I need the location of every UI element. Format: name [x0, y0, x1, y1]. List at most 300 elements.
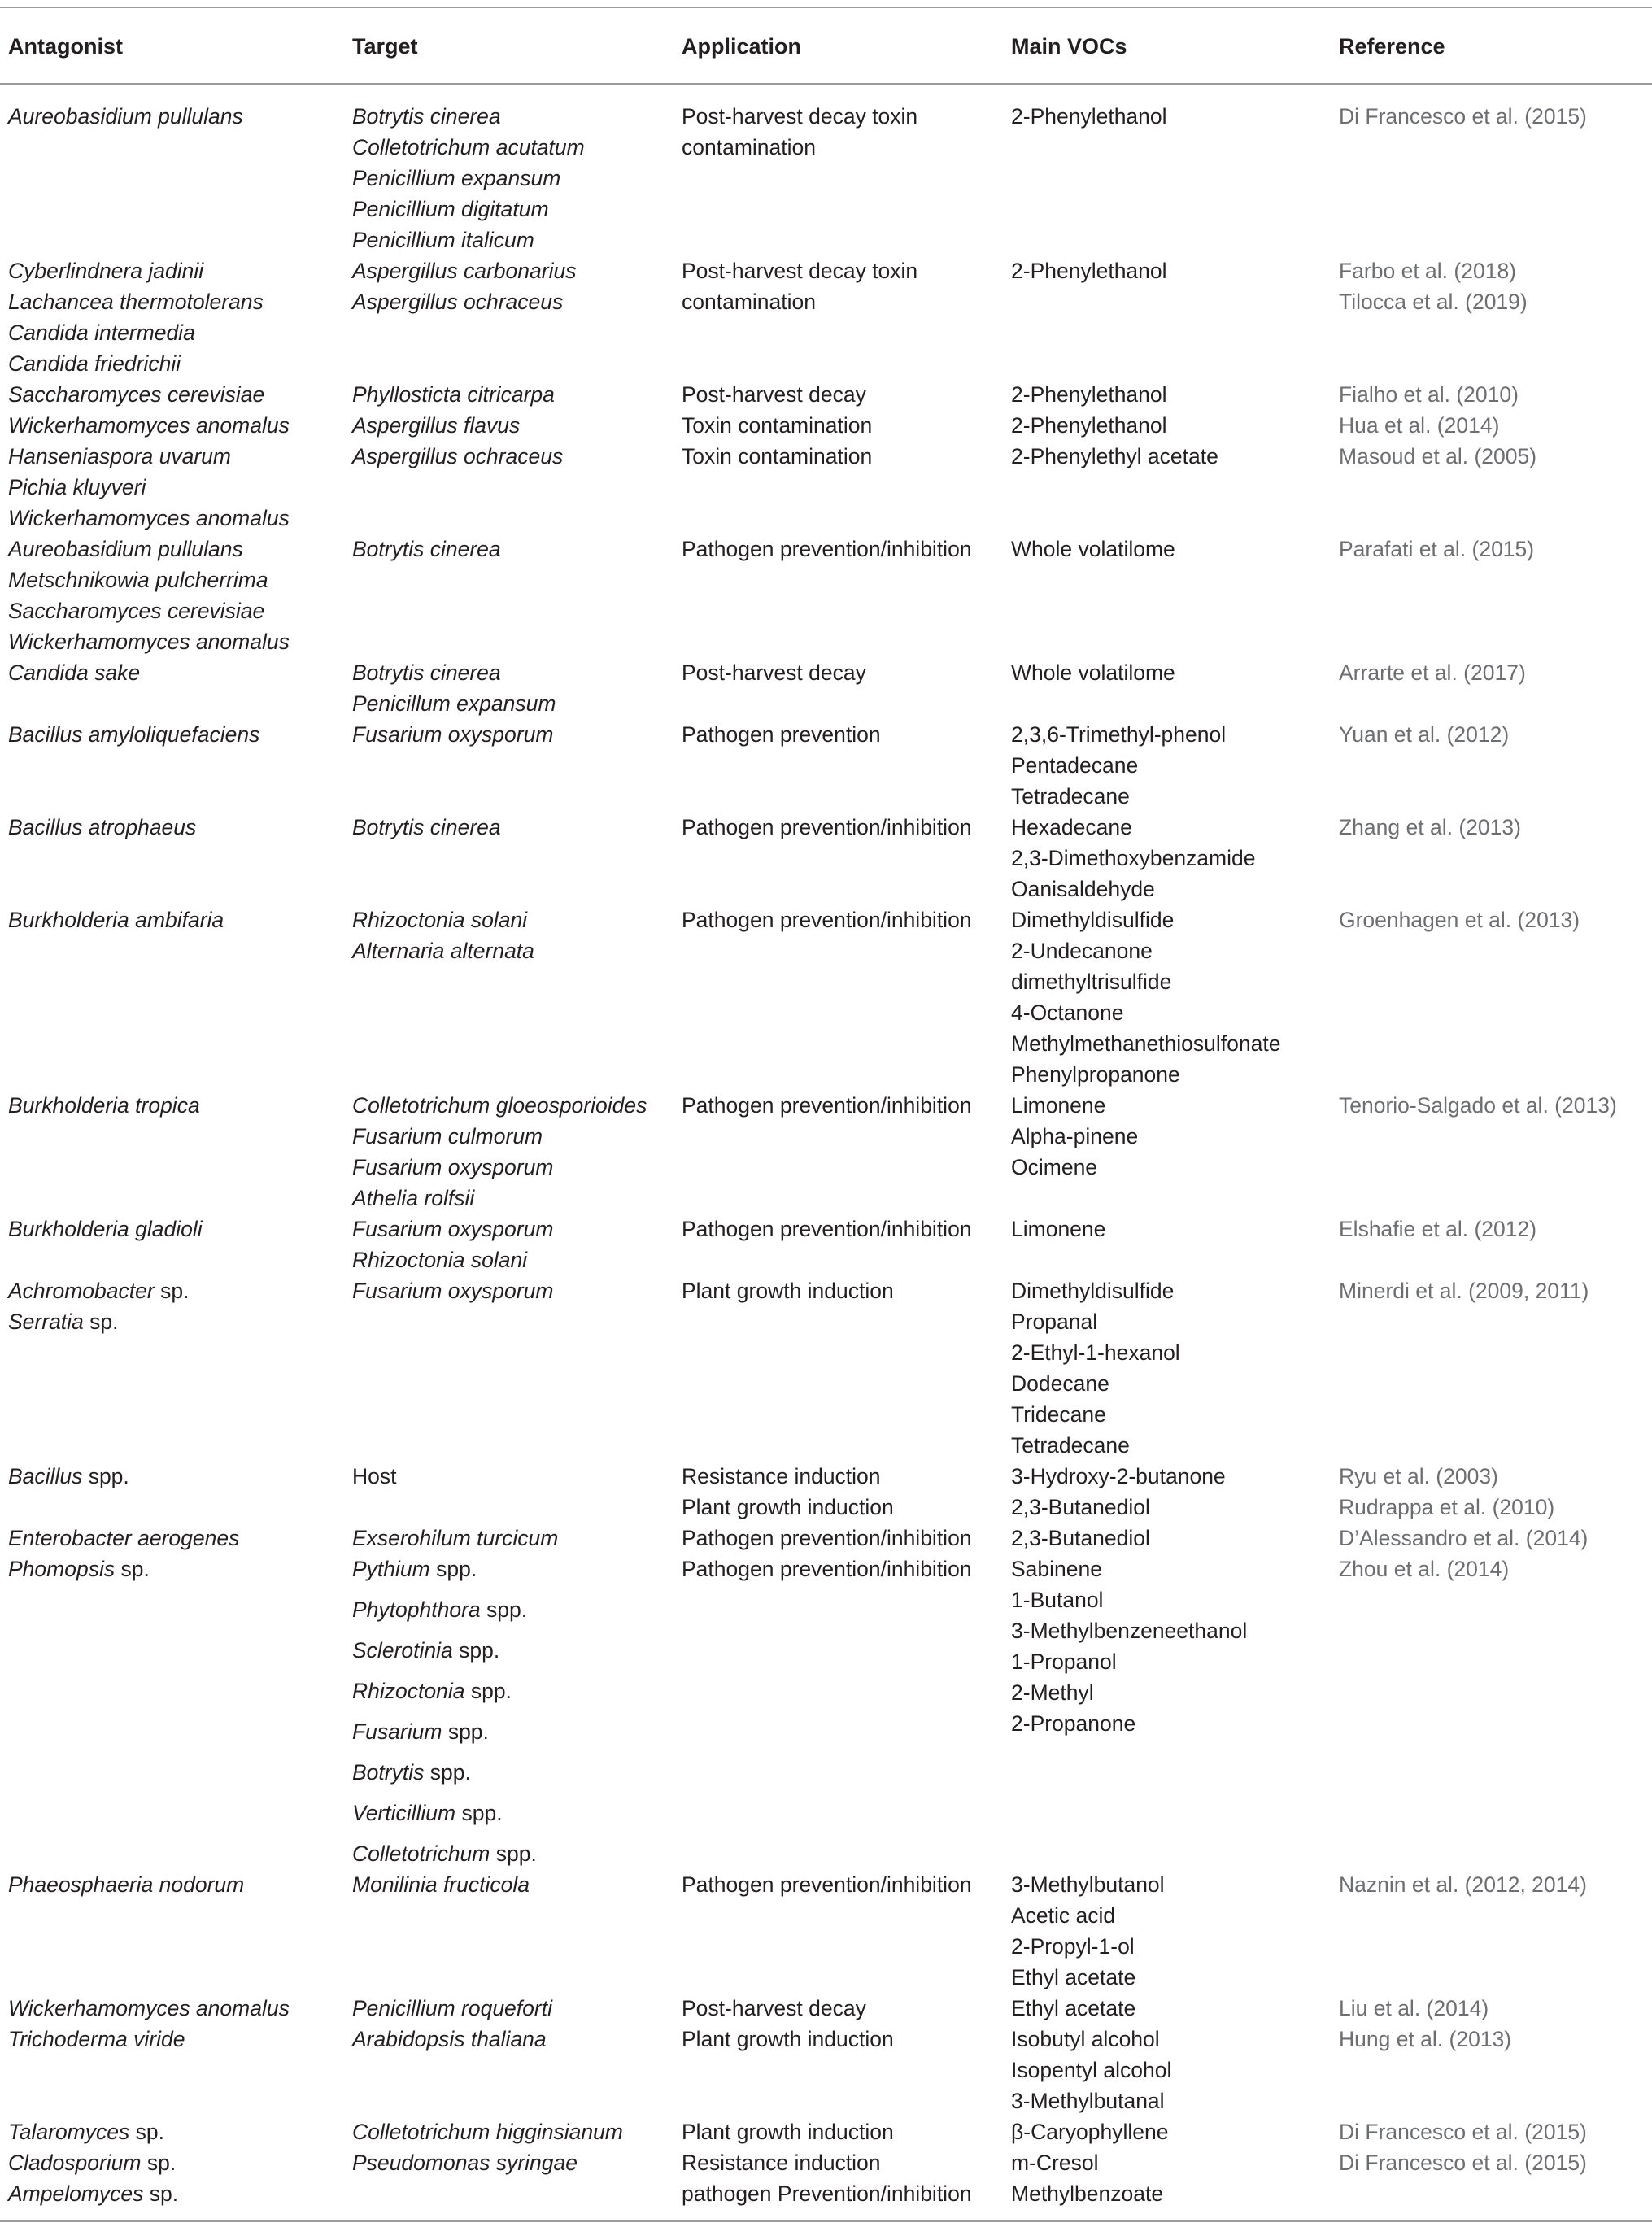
target-line: Botrytis cinerea	[352, 537, 501, 561]
antagonist-line: Lachancea thermotolerans	[8, 290, 264, 314]
vocs-line: 3-Methylbenzeneethanol	[1011, 1619, 1248, 1643]
target-line: Verticillium spp.	[352, 1801, 503, 1825]
antagonist-cell	[0, 2024, 344, 2116]
vocs-cell	[1003, 534, 1331, 657]
target-line: Fusarium oxysporum	[352, 1279, 554, 1303]
reference-line: Di Francesco et al. (2015)	[1339, 104, 1587, 129]
application-cell	[673, 2178, 1003, 2220]
vocs-line: Ethyl acetate	[1011, 1996, 1136, 2020]
application-line: contamination	[682, 290, 816, 314]
reference-line: Tilocca et al. (2019)	[1339, 290, 1528, 314]
reference-line: Farbo et al. (2018)	[1339, 259, 1517, 283]
application-line: Pathogen prevention	[682, 722, 881, 747]
application-line: Pathogen prevention/inhibition	[682, 1093, 972, 1118]
reference-cell	[1331, 1523, 1652, 1554]
antagonist-cell	[0, 379, 344, 410]
antagonist-line: Phaeosphaeria nodorum	[8, 1872, 245, 1897]
header-application: Application	[673, 8, 1003, 84]
vocs-line: 2-Phenylethanol	[1011, 259, 1167, 283]
vocs-cell	[1003, 410, 1331, 441]
reference-line: Groenhagen et al. (2013)	[1339, 908, 1580, 932]
antagonist-cell	[0, 1090, 344, 1214]
target-line: Fusarium spp.	[352, 1719, 489, 1744]
vocs-line: Limonene	[1011, 1093, 1106, 1118]
vocs-line: Pentadecane	[1011, 753, 1139, 778]
table-row	[0, 1869, 1652, 1993]
reference-line: Zhou et al. (2014)	[1339, 1557, 1510, 1581]
table-header	[0, 8, 1652, 84]
vocs-line: Tridecane	[1011, 1402, 1106, 1427]
table-row	[0, 1275, 1652, 1461]
target-line: Rhizoctonia solani	[352, 908, 528, 932]
application-cell	[673, 534, 1003, 657]
application-cell	[673, 657, 1003, 719]
application-line: Toxin contamination	[682, 444, 873, 468]
antagonist-line: Saccharomyces cerevisiae	[8, 382, 265, 407]
table-row	[0, 534, 1652, 657]
target-cell	[344, 2116, 673, 2147]
target-line: Exserohilum turcicum	[352, 1526, 559, 1550]
application-cell	[673, 379, 1003, 410]
target-cell	[344, 255, 673, 379]
application-cell	[673, 2116, 1003, 2147]
antagonist-line: Bacillus atrophaeus	[8, 815, 197, 839]
target-cell	[344, 2178, 673, 2220]
target-line: Host	[352, 1464, 397, 1488]
vocs-line: Acetic acid	[1011, 1903, 1116, 1928]
antagonist-line: Cladosporium sp.	[8, 2151, 177, 2175]
vocs-cell	[1003, 1993, 1331, 2024]
target-line: Aspergillus carbonarius	[352, 259, 577, 283]
antagonist-cell	[0, 904, 344, 1090]
target-line: Penicillium roqueforti	[352, 1996, 552, 2020]
reference-cell	[1331, 1090, 1652, 1214]
table-row	[0, 1523, 1652, 1554]
antagonist-line: Candida friedrichii	[8, 351, 181, 376]
table-row	[0, 1461, 1652, 1523]
vocs-line: 2-Phenylethyl acetate	[1011, 444, 1218, 468]
vocs-cell	[1003, 657, 1331, 719]
header-target: Target	[344, 8, 673, 84]
target-line: Aspergillus flavus	[352, 413, 521, 438]
table-row	[0, 410, 1652, 441]
vocs-cell	[1003, 84, 1331, 255]
antagonist-line: Wickerhamomyces anomalus	[8, 630, 290, 654]
target-cell	[344, 719, 673, 812]
target-cell	[344, 534, 673, 657]
application-line: Plant growth induction	[682, 2027, 894, 2051]
application-line: Plant growth induction	[682, 1279, 894, 1303]
vocs-line: 4-Octanone	[1011, 1000, 1124, 1025]
application-cell	[673, 1461, 1003, 1523]
application-line: Post-harvest decay	[682, 660, 866, 685]
table-row	[0, 1090, 1652, 1214]
reference-cell	[1331, 904, 1652, 1090]
vocs-line: 1-Propanol	[1011, 1650, 1117, 1674]
table-row	[0, 1554, 1652, 1869]
application-cell	[673, 84, 1003, 255]
application-cell	[673, 1554, 1003, 1869]
antagonist-cell	[0, 2116, 344, 2147]
target-line: Penicillium digitatum	[352, 197, 549, 221]
vocs-line: 2-Phenylethanol	[1011, 413, 1167, 438]
antagonist-line: Burkholderia tropica	[8, 1093, 200, 1118]
vocs-line: Tetradecane	[1011, 784, 1130, 808]
reference-cell	[1331, 1214, 1652, 1275]
application-line: Pathogen prevention/inhibition	[682, 537, 972, 561]
target-line: Arabidopsis thaliana	[352, 2027, 547, 2051]
antagonist-line: Wickerhamomyces anomalus	[8, 413, 290, 438]
antagonist-cell	[0, 719, 344, 812]
target-line: Fusarium oxysporum	[352, 1217, 554, 1241]
reference-cell	[1331, 441, 1652, 534]
reference-line: Fialho et al. (2010)	[1339, 382, 1519, 407]
antagonist-line: Aureobasidium pullulans	[8, 104, 243, 129]
vocs-cell	[1003, 2147, 1331, 2178]
target-cell	[344, 441, 673, 534]
target-cell	[344, 1275, 673, 1461]
table-row	[0, 2178, 1652, 2220]
vocs-line: 3-Methylbutanol	[1011, 1872, 1165, 1897]
vocs-line: Methylbenzoate	[1011, 2181, 1164, 2206]
target-cell	[344, 410, 673, 441]
vocs-line: 2-Methyl	[1011, 1680, 1094, 1705]
target-line: Colletotrichum gloeosporioides	[352, 1093, 647, 1118]
target-line: Sclerotinia spp.	[352, 1638, 500, 1663]
target-cell	[344, 2024, 673, 2116]
application-line: Pathogen prevention/inhibition	[682, 1557, 972, 1581]
target-line: Penicillium italicum	[352, 228, 534, 252]
antagonist-line: Burkholderia gladioli	[8, 1217, 203, 1241]
antagonist-line: Metschnikowia pulcherrima	[8, 568, 268, 592]
target-cell	[344, 1554, 673, 1869]
application-cell	[673, 1275, 1003, 1461]
target-line: Fusarium culmorum	[352, 1124, 543, 1148]
antagonist-cell	[0, 812, 344, 904]
application-line: Resistance induction	[682, 2151, 881, 2175]
application-cell	[673, 1090, 1003, 1214]
vocs-line: 2-Phenylethanol	[1011, 104, 1167, 129]
vocs-cell	[1003, 1214, 1331, 1275]
table-body	[0, 84, 1652, 2220]
vocs-cell	[1003, 2116, 1331, 2147]
vocs-cell	[1003, 379, 1331, 410]
antagonist-cell	[0, 1461, 344, 1523]
vocs-line: m-Cresol	[1011, 2151, 1099, 2175]
vocs-cell	[1003, 1869, 1331, 1993]
target-cell	[344, 84, 673, 255]
target-line: Pseudomonas syringae	[352, 2151, 578, 2175]
antagonist-line: Enterobacter aerogenes	[8, 1526, 240, 1550]
reference-cell	[1331, 657, 1652, 719]
antagonist-line: Saccharomyces cerevisiae	[8, 599, 265, 623]
vocs-line: 2-Propanone	[1011, 1711, 1136, 1736]
target-cell	[344, 1090, 673, 1214]
application-cell	[673, 904, 1003, 1090]
application-cell	[673, 812, 1003, 904]
target-line: Fusarium oxysporum	[352, 722, 554, 747]
vocs-cell	[1003, 719, 1331, 812]
antagonist-line: Cyberlindnera jadinii	[8, 259, 204, 283]
target-line: Colletotrichum acutatum	[352, 135, 585, 159]
vocs-cell	[1003, 1275, 1331, 1461]
table-row	[0, 904, 1652, 1090]
vocs-line: 3-Methylbutanal	[1011, 2089, 1165, 2113]
target-line: Aspergillus ochraceus	[352, 290, 564, 314]
vocs-line: Propanal	[1011, 1310, 1098, 1334]
antagonist-line: Hanseniaspora uvarum	[8, 444, 231, 468]
reference-line: Zhang et al. (2013)	[1339, 815, 1521, 839]
target-line: Rhizoctonia spp.	[352, 1679, 512, 1703]
antagonist-cell	[0, 1554, 344, 1869]
antagonist-line: Bacillus amyloliquefaciens	[8, 722, 260, 747]
reference-line: Masoud et al. (2005)	[1339, 444, 1537, 468]
vocs-line: 2-Phenylethanol	[1011, 382, 1167, 407]
table-row	[0, 2116, 1652, 2147]
vocs-line: Methylmethanethiosulfonate	[1011, 1031, 1281, 1056]
vocs-line: 2-Undecanone	[1011, 939, 1153, 963]
reference-cell	[1331, 2116, 1652, 2147]
antagonist-cell	[0, 1993, 344, 2024]
reference-line: Minerdi et al. (2009, 2011)	[1339, 1279, 1589, 1303]
table-row	[0, 1214, 1652, 1275]
reference-cell	[1331, 2147, 1652, 2178]
application-line: Plant growth induction	[682, 1495, 894, 1519]
antagonist-cell	[0, 441, 344, 534]
voc-table-container	[0, 7, 1652, 2222]
reference-cell	[1331, 719, 1652, 812]
antagonist-cell	[0, 534, 344, 657]
reference-line: Liu et al. (2014)	[1339, 1996, 1489, 2020]
vocs-line: 2-Ethyl-1-hexanol	[1011, 1340, 1180, 1365]
application-line: Pathogen prevention/inhibition	[682, 1872, 972, 1897]
target-line: Botrytis cinerea	[352, 815, 501, 839]
vocs-line: 2,3-Dimethoxybenzamide	[1011, 846, 1256, 870]
application-cell	[673, 2147, 1003, 2178]
application-cell	[673, 1993, 1003, 2024]
application-line: Post-harvest decay toxin	[682, 104, 918, 129]
target-line: Fusarium oxysporum	[352, 1155, 554, 1179]
vocs-cell	[1003, 441, 1331, 534]
reference-cell	[1331, 255, 1652, 379]
application-line: Pathogen prevention/inhibition	[682, 1217, 972, 1241]
antagonist-line: Bacillus spp.	[8, 1464, 129, 1488]
reference-cell	[1331, 2024, 1652, 2116]
reference-cell	[1331, 534, 1652, 657]
antagonist-line: Aureobasidium pullulans	[8, 537, 243, 561]
reference-cell	[1331, 1275, 1652, 1461]
reference-cell	[1331, 1869, 1652, 1993]
reference-cell	[1331, 1461, 1652, 1523]
application-line: Pathogen prevention/inhibition	[682, 1526, 972, 1550]
target-line: Botrytis cinerea	[352, 660, 501, 685]
vocs-line: 1-Butanol	[1011, 1588, 1104, 1612]
reference-line: D’Alessandro et al. (2014)	[1339, 1526, 1589, 1550]
table-row	[0, 1993, 1652, 2024]
antagonist-line: Pichia kluyveri	[8, 475, 146, 499]
reference-line: Tenorio-Salgado et al. (2013)	[1339, 1093, 1617, 1118]
target-cell	[344, 904, 673, 1090]
reference-cell	[1331, 812, 1652, 904]
application-cell	[673, 410, 1003, 441]
reference-line: Hung et al. (2013)	[1339, 2027, 1512, 2051]
vocs-line: Limonene	[1011, 1217, 1106, 1241]
target-line: Botrytis cinerea	[352, 104, 501, 129]
antagonist-line: Serratia sp.	[8, 1310, 119, 1334]
target-line: Phyllosticta citricarpa	[352, 382, 555, 407]
target-line: Monilinia fructicola	[352, 1872, 530, 1897]
table-row	[0, 255, 1652, 379]
target-line: Alternaria alternata	[352, 939, 534, 963]
application-line: pathogen Prevention/inhibition	[682, 2181, 972, 2206]
reference-line: Rudrappa et al. (2010)	[1339, 1495, 1555, 1519]
antagonist-cell	[0, 1523, 344, 1554]
header-antagonist: Antagonist	[0, 8, 344, 84]
application-line: Toxin contamination	[682, 413, 873, 438]
reference-line: Di Francesco et al. (2015)	[1339, 2151, 1587, 2175]
vocs-line: Ocimene	[1011, 1155, 1098, 1179]
vocs-line: Isopentyl alcohol	[1011, 2058, 1172, 2082]
antagonist-cell	[0, 1869, 344, 1993]
table-row	[0, 441, 1652, 534]
vocs-line: Dodecane	[1011, 1371, 1109, 1396]
application-line: Post-harvest decay toxin	[682, 259, 918, 283]
vocs-line: 2-Propyl-1-ol	[1011, 1934, 1135, 1959]
target-line: Penicillium expansum	[352, 166, 561, 190]
application-cell	[673, 1214, 1003, 1275]
vocs-line: Whole volatilome	[1011, 660, 1175, 685]
vocs-line: Dimethyldisulfide	[1011, 908, 1175, 932]
antagonist-line: Trichoderma viride	[8, 2027, 185, 2051]
antagonist-cell	[0, 255, 344, 379]
application-line: Post-harvest decay	[682, 1996, 866, 2020]
target-line: Pythium spp.	[352, 1557, 477, 1581]
vocs-line: Dimethyldisulfide	[1011, 1279, 1175, 1303]
vocs-line: Whole volatilome	[1011, 537, 1175, 561]
antagonist-line: Wickerhamomyces anomalus	[8, 506, 290, 530]
vocs-line: Phenylpropanone	[1011, 1062, 1180, 1087]
vocs-line: β-Caryophyllene	[1011, 2120, 1169, 2144]
application-line: contamination	[682, 135, 816, 159]
vocs-cell	[1003, 904, 1331, 1090]
vocs-line: Hexadecane	[1011, 815, 1132, 839]
table-row	[0, 812, 1652, 904]
antagonist-cell	[0, 410, 344, 441]
vocs-line: Alpha-pinene	[1011, 1124, 1139, 1148]
antagonist-line: Phomopsis sp.	[8, 1557, 150, 1581]
vocs-line: 2,3-Butanediol	[1011, 1526, 1150, 1550]
antagonist-line: Candida intermedia	[8, 320, 195, 345]
vocs-line: 2,3,6-Trimethyl-phenol	[1011, 722, 1227, 747]
reference-line: Di Francesco et al. (2015)	[1339, 2120, 1587, 2144]
application-line: Resistance induction	[682, 1464, 881, 1488]
vocs-line: Sabinene	[1011, 1557, 1102, 1581]
antagonist-line: Achromobacter sp.	[8, 1279, 190, 1303]
vocs-cell	[1003, 2178, 1331, 2220]
target-line: Athelia rolfsii	[352, 1186, 475, 1210]
antagonist-line: Burkholderia ambifaria	[8, 908, 224, 932]
table-row	[0, 379, 1652, 410]
antagonist-cell	[0, 1214, 344, 1275]
application-cell	[673, 2024, 1003, 2116]
table-row	[0, 2147, 1652, 2178]
antagonist-line: Talaromyces sp.	[8, 2120, 164, 2144]
application-cell	[673, 1523, 1003, 1554]
target-line: Colletotrichum higginsianum	[352, 2120, 623, 2144]
application-line: Plant growth induction	[682, 2120, 894, 2144]
table-row	[0, 719, 1652, 812]
table-row	[0, 2024, 1652, 2116]
reference-line: Arrarte et al. (2017)	[1339, 660, 1526, 685]
reference-cell	[1331, 84, 1652, 255]
application-line: Pathogen prevention/inhibition	[682, 908, 972, 932]
target-cell	[344, 1461, 673, 1523]
antagonist-line: Candida sake	[8, 660, 141, 685]
antagonist-cell	[0, 657, 344, 719]
vocs-line: Oanisaldehyde	[1011, 877, 1155, 901]
target-cell	[344, 1214, 673, 1275]
reference-cell	[1331, 2178, 1652, 2220]
target-line: Phytophthora spp.	[352, 1597, 528, 1622]
antagonist-line: Wickerhamomyces anomalus	[8, 1996, 290, 2020]
target-line: Botrytis spp.	[352, 1760, 471, 1785]
target-cell	[344, 2147, 673, 2178]
target-cell	[344, 379, 673, 410]
reference-line: Naznin et al. (2012, 2014)	[1339, 1872, 1587, 1897]
application-cell	[673, 441, 1003, 534]
application-line: Pathogen prevention/inhibition	[682, 815, 972, 839]
application-cell	[673, 719, 1003, 812]
antagonist-cell	[0, 84, 344, 255]
reference-line: Parafati et al. (2015)	[1339, 537, 1535, 561]
vocs-cell	[1003, 812, 1331, 904]
antagonist-cell	[0, 1275, 344, 1461]
vocs-cell	[1003, 2024, 1331, 2116]
target-cell	[344, 1523, 673, 1554]
header-main-vocs: Main VOCs	[1003, 8, 1331, 84]
vocs-line: Tetradecane	[1011, 1433, 1130, 1458]
vocs-cell	[1003, 1523, 1331, 1554]
table-row	[0, 657, 1652, 719]
vocs-line: 2,3-Butanediol	[1011, 1495, 1150, 1519]
vocs-cell	[1003, 1090, 1331, 1214]
vocs-line: Ethyl acetate	[1011, 1965, 1136, 1989]
antagonist-cell	[0, 2178, 344, 2220]
reference-line: Hua et al. (2014)	[1339, 413, 1500, 438]
target-line: Rhizoctonia solani	[352, 1248, 528, 1272]
vocs-cell	[1003, 255, 1331, 379]
target-cell	[344, 657, 673, 719]
reference-line: Elshafie et al. (2012)	[1339, 1217, 1537, 1241]
vocs-line: Isobutyl alcohol	[1011, 2027, 1160, 2051]
target-line: Colletotrichum spp.	[352, 1841, 537, 1866]
target-cell	[344, 812, 673, 904]
application-cell	[673, 255, 1003, 379]
reference-cell	[1331, 1993, 1652, 2024]
header-reference: Reference	[1331, 8, 1652, 84]
target-line: Aspergillus ochraceus	[352, 444, 564, 468]
reference-cell	[1331, 410, 1652, 441]
table-row	[0, 84, 1652, 255]
application-line: Post-harvest decay	[682, 382, 866, 407]
reference-cell	[1331, 1554, 1652, 1869]
vocs-cell	[1003, 1461, 1331, 1523]
antagonist-line: Ampelomyces sp.	[8, 2181, 179, 2206]
target-cell	[344, 1993, 673, 2024]
header-row	[0, 8, 1652, 84]
target-line: Penicillum expansum	[352, 691, 556, 716]
vocs-line: 3-Hydroxy-2-butanone	[1011, 1464, 1226, 1488]
